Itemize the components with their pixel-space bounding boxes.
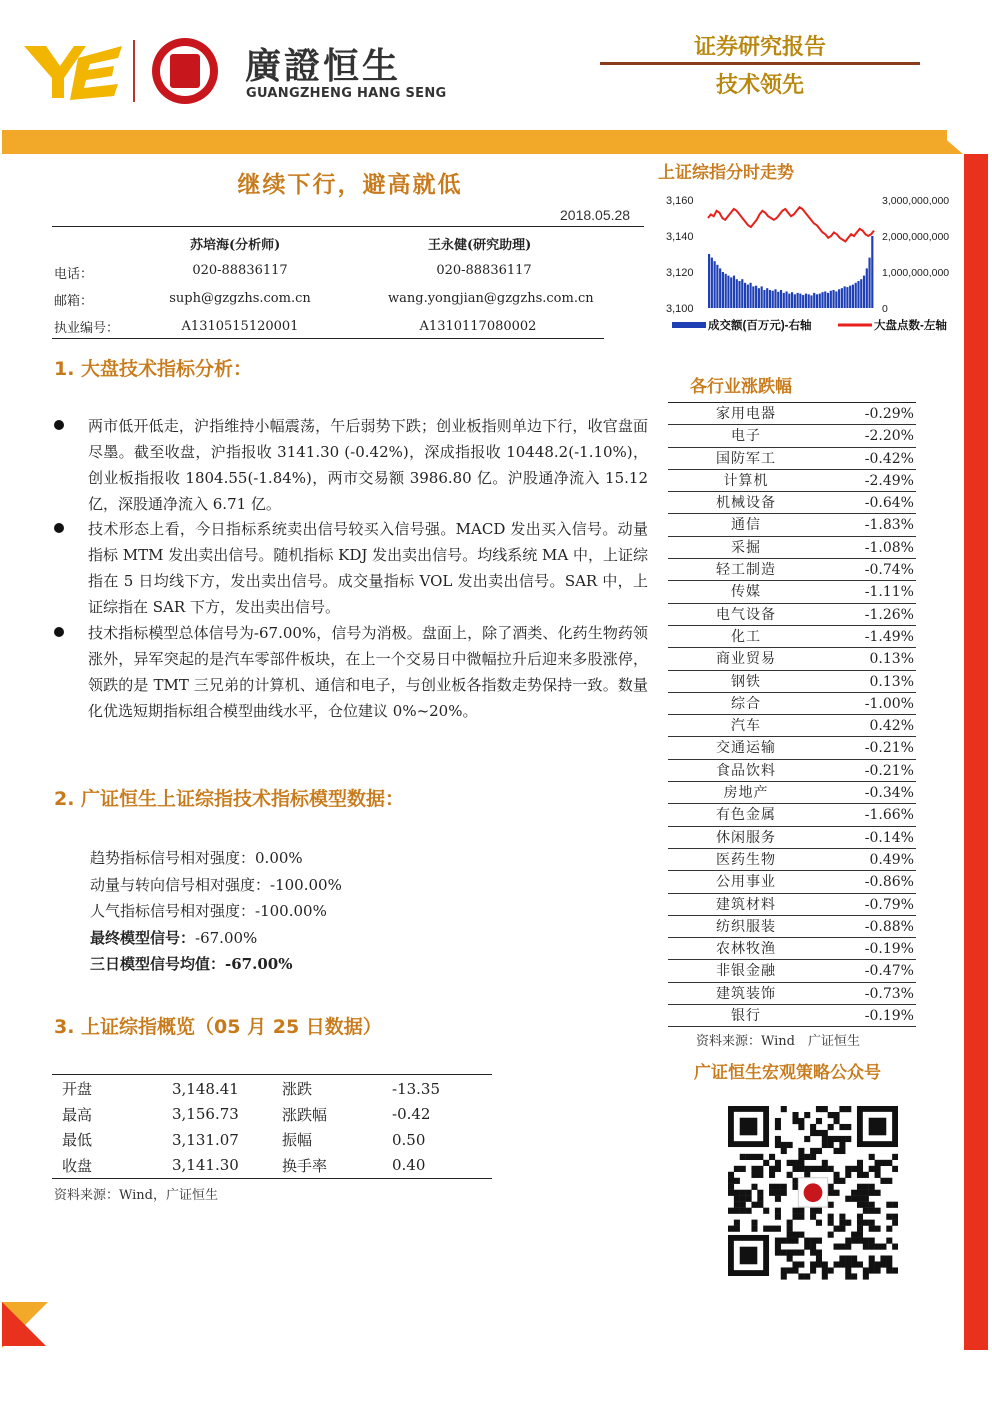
volume-bar [736,279,738,308]
section-2-title: 2. 广证恒生上证综指技术指标模型数据： [54,788,405,810]
volume-bar [835,291,837,308]
table-row: 最低 3,131.07 振幅 0.50 [62,1130,426,1150]
industry-name: 房地产 [723,785,769,802]
industry-name: 综合 [731,695,761,712]
title-rule [52,226,644,227]
industry-row [668,871,916,893]
analyst-2-license: A1310117080002 [419,319,537,334]
industry-row [668,737,916,759]
volume-bar [755,286,757,308]
volume-bar [849,286,851,308]
industry-change: -1.08% [864,539,914,556]
volume-bar [783,293,785,308]
industry-change: -0.29% [864,406,914,422]
volume-bar [769,290,771,308]
index-overview-table [52,1076,492,1179]
industry-row [668,960,916,982]
section-3-title: 3. 上证综指概览（05 月 25 日数据） [54,1016,382,1038]
industry-row [668,849,916,871]
industry-change: -1.49% [864,628,914,645]
industry-name: 化工 [731,628,761,645]
analyst-2-phone: 020-88836117 [436,263,532,278]
volume-bar [797,293,799,308]
company-name-cn: 廣證恒生 [245,46,402,87]
industry-name: 有色金属 [716,807,776,824]
volume-bar [725,274,727,308]
industry-change: -0.42% [864,450,914,467]
volume-bar [777,292,779,308]
industry-name: 公用事业 [716,874,776,891]
industry-change: 0.13% [869,651,914,668]
industry-change: -0.79% [864,896,914,913]
industry-name: 钢铁 [731,673,761,690]
industry-name: 建筑材料 [716,896,776,913]
industry-name: 商业贸易 [716,651,776,668]
overview-top-rule [52,1074,492,1075]
ye-logo-icon [24,44,124,100]
qr-code-icon[interactable] [728,1106,898,1280]
report-date: 2018.05.28 [560,207,631,223]
industry-name: 休闲服务 [716,829,776,846]
volume-bar [810,295,812,308]
volume-bar [824,291,826,308]
wechat-title: 广证恒生宏观策略公众号 [694,1063,881,1083]
top-banner-band [2,130,947,154]
volume-bar [808,294,810,308]
license-label: 执业编号： [54,321,120,336]
volume-bar [738,281,740,308]
left-axis-tick: 3,160 [666,195,694,207]
volume-bar [716,265,718,308]
model-line: 最终模型信号：-67.00% [90,928,258,947]
industry-name: 机械设备 [716,495,776,512]
volume-bar [766,288,768,308]
right-axis-tick: 3,000,000,000 [882,195,950,207]
industry-change: -1.66% [864,807,914,824]
industry-name: 计算机 [723,472,769,489]
industry-row [668,626,916,648]
analyst-1-email[interactable]: suph@gzgzhs.com.cn [169,291,311,306]
volume-bar [719,268,721,308]
model-line: 趋势指标信号相对强度：0.00% [90,849,303,867]
email-label: 邮箱： [54,294,94,309]
volume-bar [794,294,796,308]
industry-name: 农林牧渔 [716,941,776,958]
industry-source: 资料来源：Wind 广证恒生 [696,1034,860,1049]
analyst-2-email[interactable]: wang.yongjian@gzgzhs.com.cn [388,291,594,306]
index-line [708,207,874,241]
volume-bar [711,258,713,308]
industry-name: 电子 [731,428,761,445]
industry-change: -1.00% [864,695,914,712]
industry-change: 0.13% [869,673,914,690]
industry-row [668,559,916,581]
legend-swatch-volume [672,322,706,328]
corner-decoration-red [2,1302,46,1346]
volume-bar [730,277,732,308]
industry-change: -0.88% [864,918,914,935]
analyst-1-name: 苏培海(分析师) [190,238,281,253]
left-axis-tick: 3,120 [666,267,694,279]
volume-bar [747,285,749,308]
industry-row [668,581,916,603]
industry-row [668,648,916,670]
industry-name: 采掘 [731,539,761,556]
industry-change: -1.83% [864,517,914,534]
industry-change: -0.64% [864,495,914,512]
model-line: 人气指标信号相对强度：-100.00% [90,902,327,920]
industry-change: -0.21% [864,740,914,757]
volume-bar [758,288,760,308]
volume-bar [761,286,763,308]
industry-row [668,671,916,693]
volume-bar [802,295,804,308]
industry-row [668,827,916,849]
industry-row [668,693,916,715]
industry-name: 银行 [731,1008,761,1025]
report-type-divider [600,62,920,65]
volume-bar [821,292,823,308]
industry-change: 0.42% [869,718,914,735]
volume-bar [852,285,854,308]
volume-bar [871,236,873,308]
analyst-1-license: A1310515120001 [181,319,299,334]
industry-name: 建筑装饰 [716,985,776,1002]
volume-bar [863,276,865,308]
table-row: 最高 3,156.73 涨跌幅 -0.42 [62,1105,431,1124]
volume-bar [813,293,815,308]
volume-bar [741,279,743,308]
volume-bar [752,286,754,308]
industry-row [668,403,916,425]
volume-bar [714,261,716,308]
industry-name: 传媒 [731,584,761,601]
volume-bar [722,272,724,308]
industry-row [668,537,916,559]
industry-row [668,1005,916,1027]
volume-bar [841,288,843,308]
industry-row [668,448,916,470]
section-1-title: 1. 大盘技术指标分析： [54,358,253,380]
industry-title: 各行业涨跌幅 [690,377,792,397]
volume-bar [830,291,832,308]
report-type: 证券研究报告 [693,35,826,60]
industry-row [668,492,916,514]
volume-bar [772,291,774,308]
right-axis-tick: 2,000,000,000 [882,231,950,243]
report-subtype: 技术领先 [715,73,804,98]
phone-label: 电话： [54,267,94,282]
volume-bar [833,290,835,308]
model-line: 三日模型信号均值：-67.00% [90,955,293,973]
volume-bar [733,276,735,308]
volume-bar [799,294,801,308]
right-side-bar [964,154,988,1350]
top-banner-tip [935,130,963,154]
industry-row [668,470,916,492]
volume-bar [860,279,862,308]
industry-name: 交通运输 [716,740,776,757]
overview-source: 资料来源：Wind，广证恒生 [54,1188,218,1203]
analyst-rule [52,338,604,339]
industry-change: -2.20% [864,428,914,445]
industry-row [668,916,916,938]
volume-bar [855,283,857,308]
industry-name: 电气设备 [716,606,776,623]
industry-name: 国防军工 [716,450,776,467]
industry-row [668,782,916,804]
industry-name: 非银金融 [716,963,776,980]
model-line: 动量与转向信号相对强度：-100.00% [90,875,342,894]
volume-bar [750,283,752,308]
industry-name: 通信 [731,517,761,534]
volume-bar [838,289,840,308]
company-seal-icon [152,38,218,104]
volume-bar [788,294,790,308]
industry-change: 0.49% [869,851,914,868]
legend-label-volume: 成交额(百万元)-右轴 [708,320,812,332]
volume-bar [868,258,870,308]
industry-change: -0.19% [864,941,914,958]
industry-change: -1.11% [864,584,914,601]
model-signal-list [90,845,342,978]
volume-bar [846,287,848,308]
industry-row [668,425,916,447]
bullet-icon [54,627,64,637]
volume-bar [744,283,746,308]
industry-name: 医药生物 [716,851,776,868]
industry-row [668,604,916,626]
chart-title: 上证综指分时走势 [658,163,794,183]
industry-name: 食品饮料 [716,762,776,779]
volume-bar [785,291,787,308]
industry-change: -0.73% [864,985,914,1002]
industry-row [668,938,916,960]
volume-bar [866,268,868,308]
volume-bar [727,276,729,308]
volume-bar [827,293,829,308]
analyst-1-phone: 020-88836117 [192,263,288,278]
legend-label-index: 大盘点数-左轴 [874,320,947,332]
bullet-icon [54,420,64,430]
bullet-paragraph: 技术指标模型总体信号为-67.00%，信号为消极。盘面上，除了酒类、化药生物药领涨外，异军突起的是汽车零部件板块，在上一个交易日中微幅拉升后迎来多股涨停，领跌的是 TMT 三兄弟的计算机、通信和电子，与创业板各指数走势保持一致。数量化优选短期指标组合模型曲线水平，仓位建议 0%~20%。 [88,624,648,720]
volume-bar [763,290,765,308]
volume-bar [844,286,846,308]
industry-change: -1.26% [864,606,914,623]
volume-bar [819,294,821,308]
intraday-chart [662,186,962,348]
volume-bar [791,292,793,308]
left-axis-tick: 3,140 [666,231,694,243]
industry-row [668,514,916,536]
volume-bar [774,289,776,308]
volume-bar [805,294,807,308]
table-row: 收盘 3,141.30 换手率 0.40 [52,1153,492,1179]
industry-name: 汽车 [731,718,761,735]
industry-name: 纺织服装 [716,918,776,935]
industry-row [668,715,916,737]
bullet-paragraph: 两市低开低走，沪指维持小幅震荡，午后弱势下跌；创业板指则单边下行，收官盘面尽墨。截至收盘，沪指报收 3141.30 (-0.42%)，深成指报收 10448.2(-1.10%)，创业板指报收 1804.55(-1.84%)，两市交易额 3986.80 亿。沪股通净流入 15.12 亿，深股通净流入 6.71 亿。 [88,417,648,513]
company-name-en: GUANGZHENG HANG SENG [246,86,447,101]
report-title: 继续下行，避高就低 [237,172,463,198]
industry-change: -2.49% [864,472,914,489]
industry-row [668,804,916,826]
logo-divider [133,40,135,102]
left-axis-tick: 3,100 [666,303,694,315]
table-row: 开盘 3,148.41 涨跌 -13.35 [62,1079,441,1099]
industry-change: -0.21% [864,762,914,779]
industry-change-table [668,402,916,1027]
industry-row [668,983,916,1005]
bullet-paragraph: 技术形态上看，今日指标系统卖出信号较买入信号强。MACD 发出买入信号。动量指标 MTM 发出卖出信号。随机指标 KDJ 发出卖出信号。均线系统 MA 中，上证综指在 5 日均线下方，发出卖出信号。成交量指标 VOL 发出卖出信号。SAR 中，上证综指在 SAR 下方，发出卖出信号。 [88,520,648,616]
industry-change: -0.47% [864,963,914,980]
industry-change: -0.19% [864,1008,914,1025]
industry-row [668,894,916,916]
right-axis-tick: 1,000,000,000 [882,267,950,279]
industry-change: -0.86% [864,874,914,891]
industry-change: -0.34% [864,785,914,802]
bullet-icon [54,523,64,533]
industry-name: 轻工制造 [716,562,776,579]
volume-bar [780,290,782,308]
industry-change: -0.74% [864,562,914,579]
industry-change: -0.14% [864,829,914,846]
industry-row [668,760,916,782]
industry-name: 家用电器 [716,406,776,422]
volume-bar [708,254,710,308]
analyst-2-name: 王永健(研究助理) [428,238,532,253]
volume-bar [857,281,859,308]
volume-bar [816,294,818,308]
right-axis-tick: 0 [882,303,888,315]
